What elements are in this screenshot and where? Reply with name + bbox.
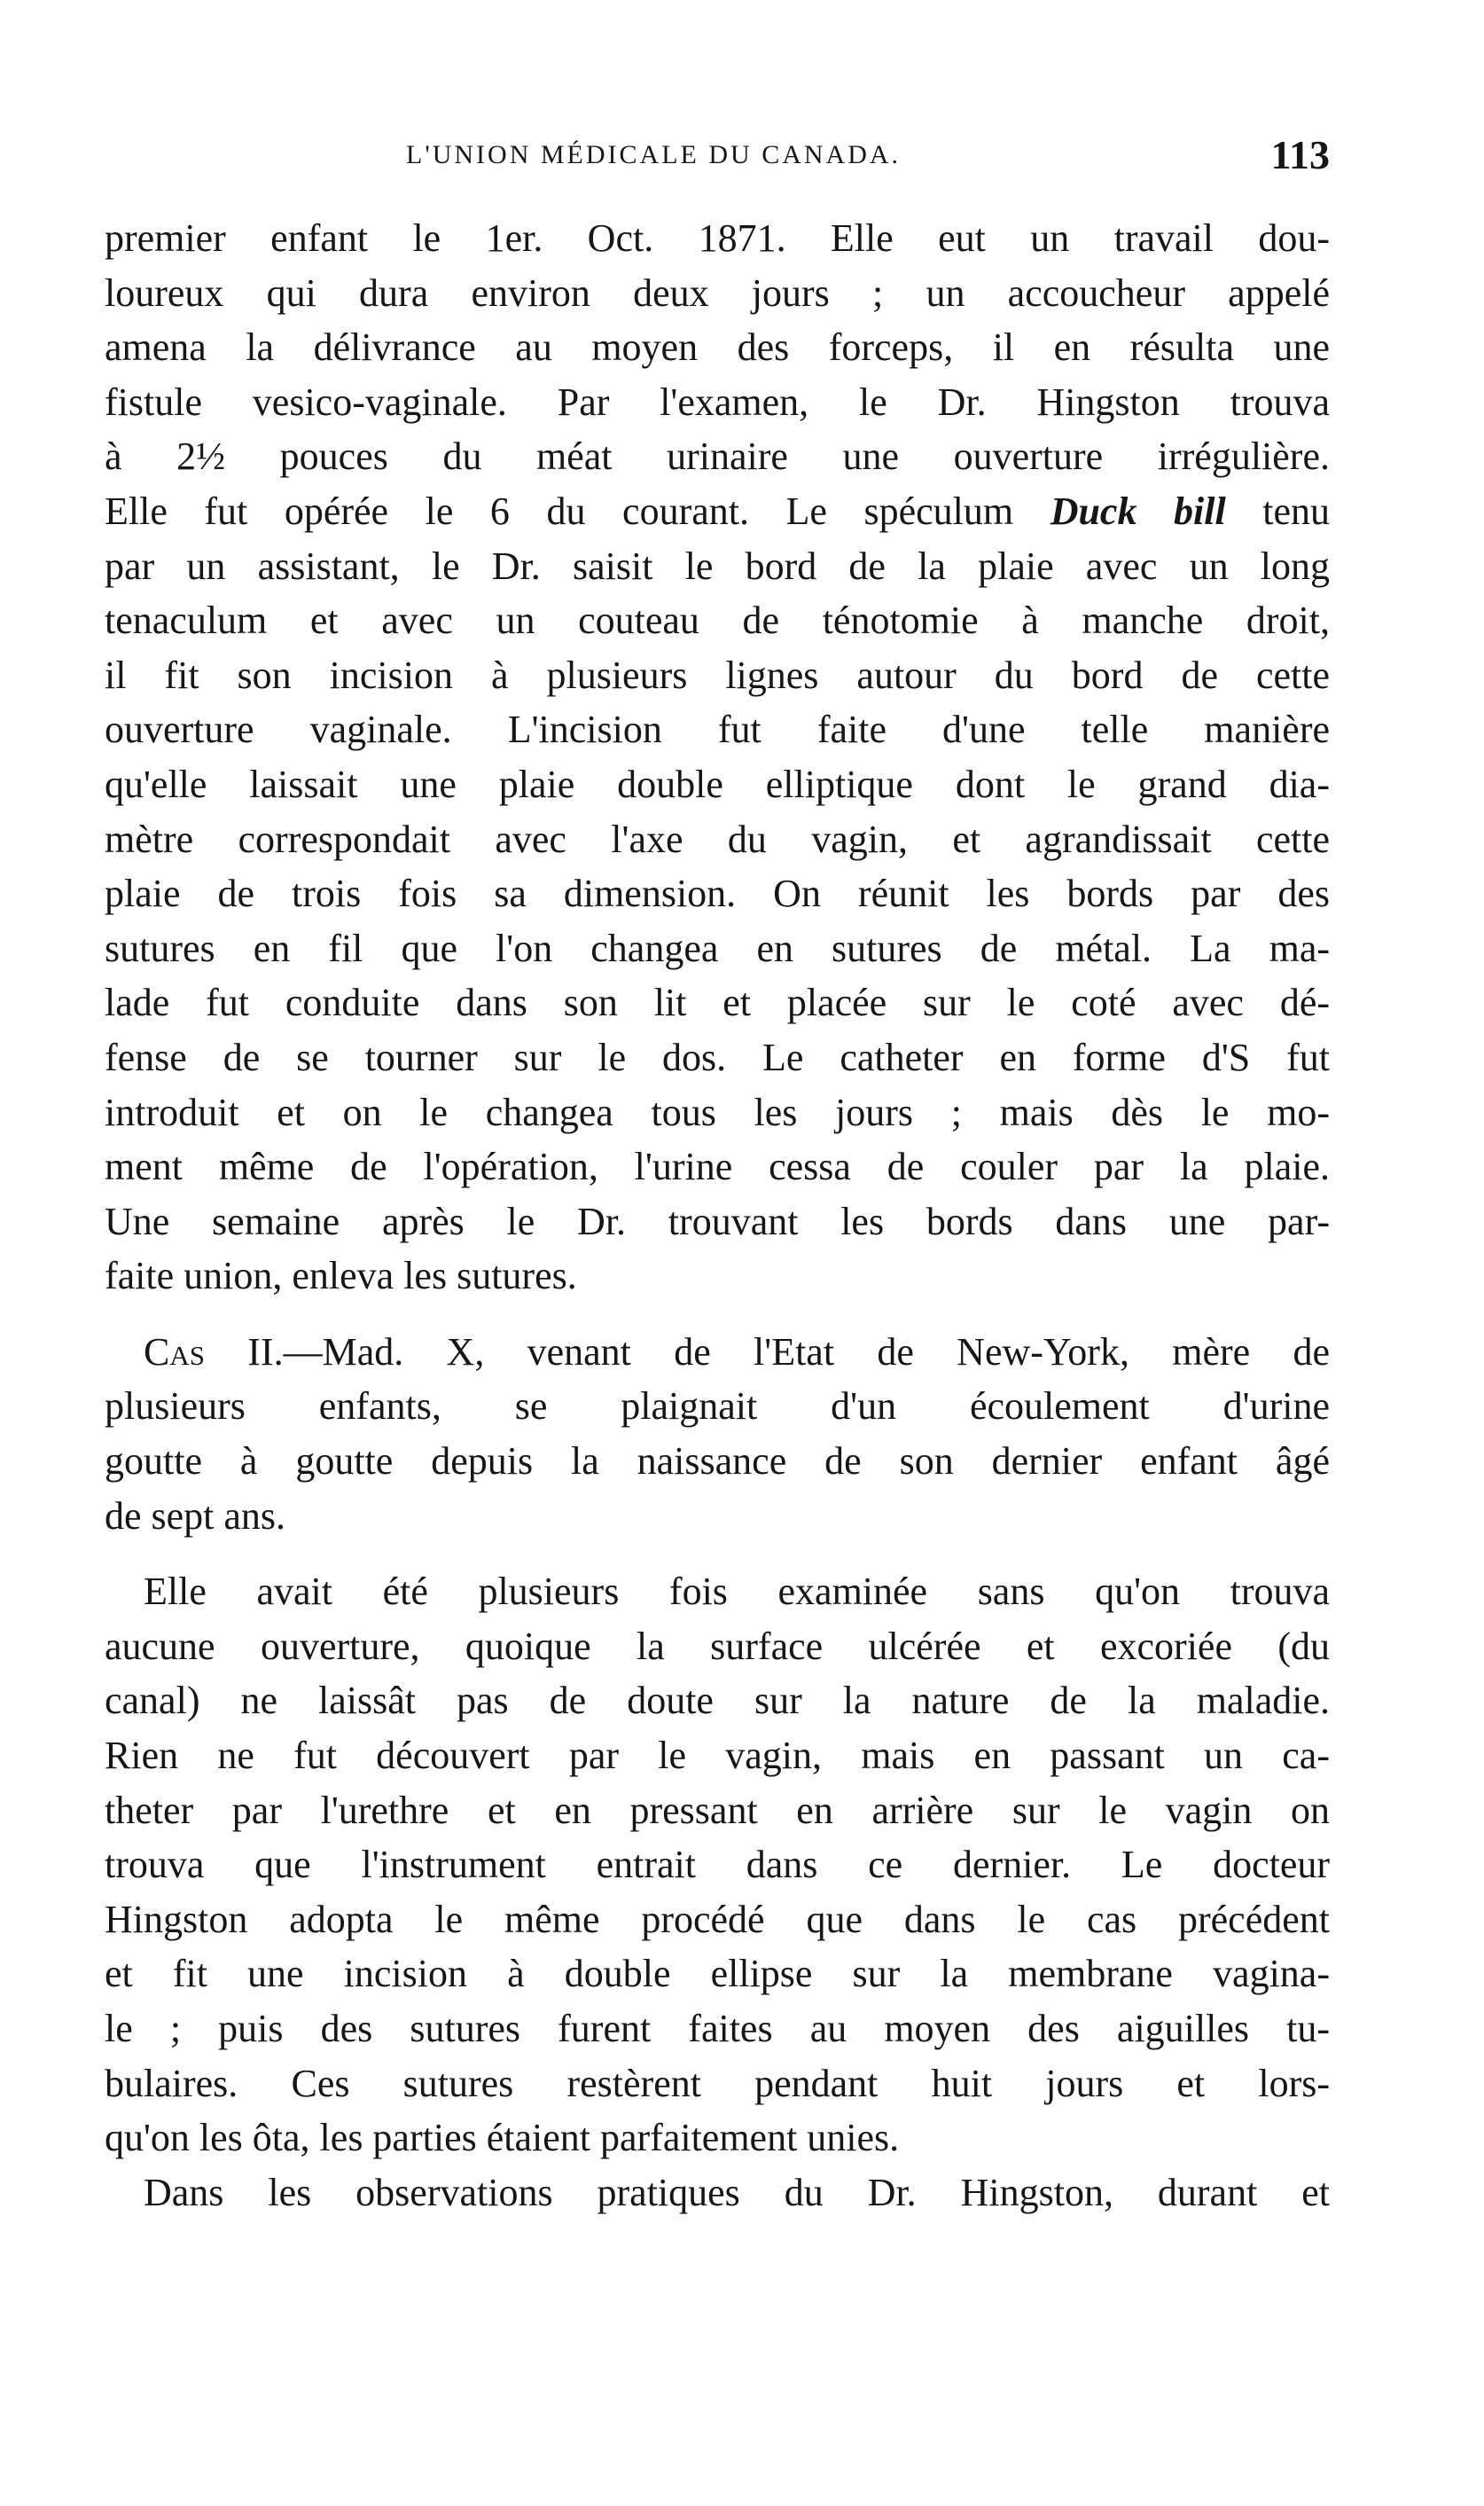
text-line: canal) ne laissât pas de doute sur la nature de la maladie.: [105, 1679, 1330, 1723]
text-line: le ; puis des sutures furent faites au moyen des aiguilles tu-: [105, 2007, 1330, 2050]
case-label: Cas II.: [144, 1329, 284, 1374]
text-line: à 2½ pouces du méat urinaire une ouverture irrégulière.: [105, 435, 1330, 479]
text-line: Rien ne fut découvert par le vagin, mais en passant un ca-: [105, 1734, 1330, 1778]
text-line: amena la délivrance au moyen des forceps, il en résulta une: [105, 325, 1330, 370]
paragraph-gap: [105, 1543, 1330, 1564]
text-line: il fit son incision à plusieurs lignes autour du bord de cette: [105, 653, 1330, 697]
text-segment: Elle fut opérée le 6 du courant. Le spéculum: [105, 489, 1051, 533]
text-line: sutures en fil que l'on changea en sutures de métal. La ma-: [105, 926, 1330, 970]
text-line: par un assistant, le Dr. saisit le bord de la plaie avec un long: [105, 544, 1330, 588]
text-line: goutte à goutte depuis la naissance de son dernier enfant âgé: [105, 1439, 1330, 1484]
text-line: fistule vesico-vaginale. Par l'examen, le Dr. Hingston trouva: [105, 380, 1330, 424]
text-line: trouva que l'instrument entrait dans ce dernier. Le docteur: [105, 1843, 1330, 1887]
page-number: 113: [1270, 132, 1330, 177]
paragraph-case-two: [105, 1325, 1330, 1543]
text-line: tenaculum et avec un couteau de ténotomie à manche droit,: [105, 599, 1330, 643]
text-segment: —Mad. X, venant de l'Etat de New-York, mère de: [283, 1329, 1331, 1374]
text-line: Elle avait été plusieurs fois examinée sans qu'on trouva: [144, 1570, 1330, 1614]
text-line: et fit une incision à double ellipse sur la membrane vagina-: [105, 1952, 1330, 1996]
text-line: mètre correspondait avec l'axe du vagin, et agrandissait cette: [105, 817, 1330, 861]
text-line: faite union, enleva les sutures.: [105, 1254, 577, 1298]
body-text: [105, 211, 1330, 2220]
paragraph-case-two-continued: [105, 1564, 1330, 2165]
text-line: fense de se tourner sur le dos. Le catheter en forme d'S fut: [105, 1035, 1330, 1079]
text-line: theter par l'urethre et en pressant en arrière sur le vagin on: [105, 1788, 1330, 1832]
text-line: qu'on les ôta, les parties étaient parfaitement unies.: [105, 2116, 900, 2160]
text-line: ouverture vaginale. L'incision fut faite d'une telle manière: [105, 708, 1330, 752]
text-line: Une semaine après le Dr. trouvant les bords dans une par-: [105, 1199, 1330, 1243]
text-line: loureux qui dura environ deux jours ; un accoucheur appelé: [105, 270, 1330, 315]
text-line: [105, 1325, 1330, 1380]
text-line: bulaires. Ces sutures restèrent pendant huit jours et lors-: [105, 2061, 1330, 2105]
text-line: introduit et on le changea tous les jours ; mais dès le mo-: [105, 1090, 1330, 1134]
instrument-name: Duck bill: [1050, 489, 1226, 533]
text-line: de sept ans.: [105, 1493, 286, 1538]
paragraph-case-one: [105, 211, 1330, 1304]
text-line: premier enfant le 1er. Oct. 1871. Elle eut un travail dou-: [105, 216, 1330, 260]
text-line: ment même de l'opération, l'urine cessa de couler par la plaie.: [105, 1145, 1330, 1189]
text-segment: tenu: [1225, 489, 1331, 533]
text-line: [105, 484, 1330, 539]
paragraph-gap: [105, 1304, 1330, 1325]
text-line: aucune ouverture, quoique la surface ulcérée et excoriée (du: [105, 1624, 1330, 1668]
text-line: qu'elle laissait une plaie double elliptique dont le grand dia-: [105, 762, 1330, 806]
journal-title: L'UNION MÉDICALE DU CANADA.: [406, 140, 902, 169]
text-line: Dans les observations pratiques du Dr. Hingston, durant et: [144, 2170, 1330, 2214]
text-line: Hingston adopta le même procédé que dans le cas précédent: [105, 1897, 1330, 1941]
text-line: lade fut conduite dans son lit et placée sur le coté avec dé-: [105, 981, 1330, 1025]
paragraph-observations: [105, 2165, 1330, 2220]
text-line: plusieurs enfants, se plaignait d'un écoulement d'urine: [105, 1384, 1330, 1429]
running-head: [105, 131, 1330, 184]
text-line: plaie de trois fois sa dimension. On réunit les bords par des: [105, 872, 1330, 916]
